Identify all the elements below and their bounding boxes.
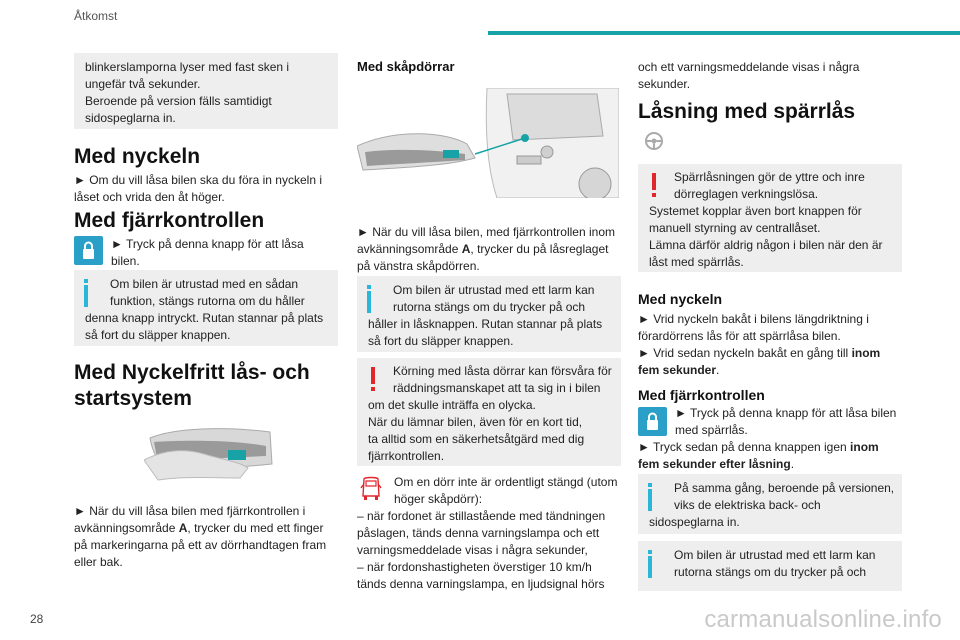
- section-label: Åtkomst: [74, 9, 118, 23]
- lock-icon: [74, 236, 103, 265]
- steering-wheel-icon: [638, 130, 670, 152]
- heading-med-nyckeln: Med nyckeln: [74, 145, 201, 168]
- note-line: ungefär två sekunder.: [85, 77, 201, 91]
- note-box: [74, 53, 338, 129]
- paragraph: ► Om du vill låsa bilen ska du föra in nyckeln i låset och vrida den åt höger.: [74, 173, 322, 204]
- note-line: blinkerslamporna lyser med fast sken i: [85, 60, 290, 74]
- accent-bar: [488, 31, 960, 35]
- heading-med-skapdorrar: Med skåpdörrar: [357, 59, 455, 74]
- note-line: sidospeglarna in.: [85, 111, 176, 125]
- paragraph: och ett varningsmeddelande visas i några sekunder.: [638, 60, 860, 91]
- heading-med-fjarrkontrollen: Med fjärrkontrollen: [638, 387, 765, 403]
- paragraph: ► Tryck på denna knapp för att låsa bilen med spärrlås.: [675, 406, 897, 437]
- heading-lasning-med-sparrlas: Låsning med spärrlås: [638, 100, 856, 123]
- warning-box: Spärrlåsningen gör de yttre och inre dörreglagen verkningslösa. Systemet kopplar även bort knappen för manuell styrning av centrallåset. Lämna därför aldrig någon i bilen när den är låst med spärrlås.: [638, 164, 902, 272]
- info-box: Om bilen är utrustad med ett larm kan rutorna stängs om du trycker på och: [638, 541, 902, 591]
- paragraph: ► Tryck på denna knapp för att låsa bilen.: [111, 237, 304, 268]
- page-number: 28: [30, 612, 44, 626]
- lock-icon: [638, 407, 667, 436]
- paragraph: ► När du vill låsa bilen med fjärrkontrollen i avkänningsområde A, trycker du med ett finger på markeringarna på ett av dörrhandtagen fram eller bak.: [74, 504, 327, 569]
- heading-med-nyckeln: Med nyckeln: [638, 291, 723, 307]
- info-box: På samma gång, beroende på versionen, viks de elektriska back- och sidospeglarna in.: [638, 474, 902, 534]
- heading-med-fjarrkontrollen: Med fjärrkontrollen: [74, 209, 265, 232]
- van-rear-door-illustration: [357, 88, 619, 198]
- note-line: Beroende på version fälls samtidigt: [85, 94, 272, 108]
- warning-box: Körning med låsta dörrar kan försvåra för räddningsmanskapet att ta sig in i bilen om det skulle inträffa en olycka. När du lämnar bilen, även för en kort tid, ta alltid som en säkerhetsåtgärd med dig fjärrkontrollen.: [357, 358, 621, 466]
- heading-nyckelfritt: Med Nyckelfritt lås- och startsystem: [74, 361, 310, 410]
- paragraph: ► Vrid nyckeln bakåt i bilens längdriktning i förardörrens lås för att spärrlåsa bilen. ► Vrid sedan nyckeln bakåt en gång till inom fem sekunder.: [638, 312, 881, 377]
- door-handle-illustration: [144, 420, 278, 484]
- door-open-warning-icon: [359, 476, 383, 502]
- paragraph: ► Tryck sedan på denna knappen igen inom fem sekunder efter låsning.: [638, 440, 879, 471]
- watermark: carmanualsonline.info: [704, 606, 942, 633]
- paragraph: Om en dörr inte är ordentligt stängd (utom höger skåpdörr):: [394, 475, 618, 506]
- paragraph: ► När du vill låsa bilen, med fjärrkontrollen inom avkänningsområde A, trycker du på låsreglaget på vänstra skåpdörren.: [357, 225, 615, 273]
- info-box: Om bilen är utrustad med ett larm kan rutorna stängs om du trycker på och håller in låsknappen. Rutan stannar på plats så fort du släpper knappen.: [357, 276, 621, 352]
- info-box: Om bilen är utrustad med en sådan funktion, stängs rutorna om du håller denna knapp intryckt. Rutan stannar på plats så fort du släpper knappen.: [74, 270, 338, 346]
- paragraph: – när fordonet är stillastående med tändningen påslagen, tänds denna varningslampa och ett varningsmeddelade visas i några sekunder, – när fordonshastigheten överstiger 10 km/h tänds denna varningslampa, en ljudsignal hörs: [357, 509, 606, 591]
